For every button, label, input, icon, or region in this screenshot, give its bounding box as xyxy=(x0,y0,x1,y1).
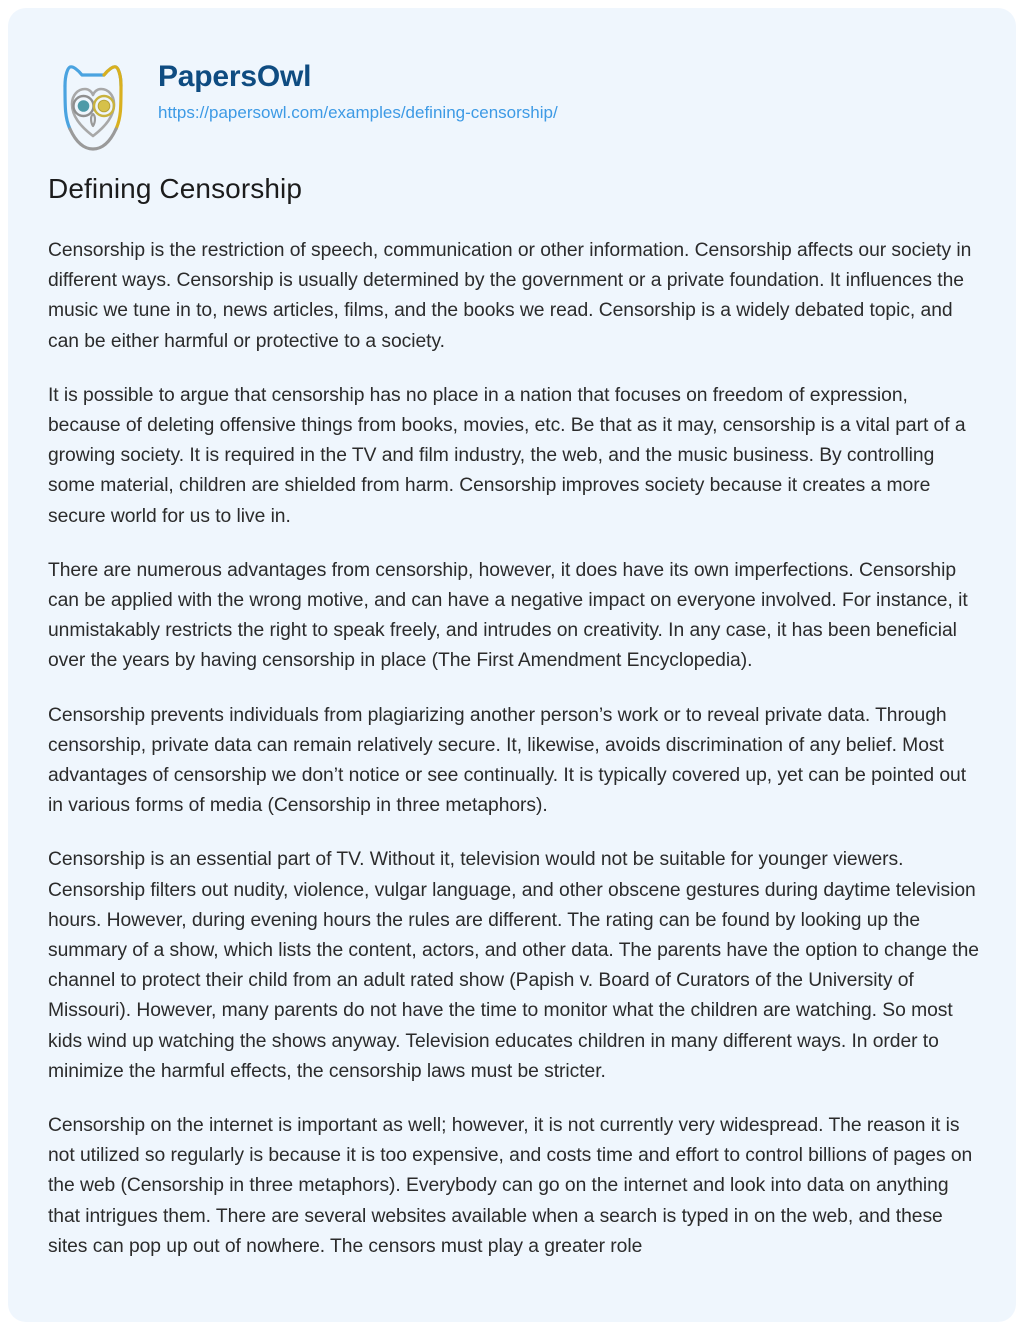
paragraph: Censorship is the restriction of speech, communication or other information. Censorship affects our society in different ways. Censorship is usually determined by the government or a private foundation. It influences the music we tune in to, news articles, films, and the books we read. Censorship is a widely debated topic, and can be either harmful or protective to a society. xyxy=(48,240,972,352)
paragraph: There are numerous advantages from censorship, however, it does have its own imperfections. Censorship can be applied with the wrong motive, and can have a negative impact on everyone involved. For instance, it unmistakably restricts the right to speak freely, and intrudes on creativity. In any case, it has been beneficial over the years by having censorship in place (The First Amendment Encyclopedia). xyxy=(48,559,968,672)
brand-name: PapersOwl xyxy=(158,60,312,93)
paragraph: Censorship is an essential part of TV. Without it, television would not be suitable for younger viewers. Censorship filters out nudity, violence, vulgar language, and other obscene gestures during daytime television hours. However, during evening hours the rules are different. The rating can be found by looking up the summary of a show, which lists the content, actors, and other data. The parents have the option to change the channel to protect their child from an adult rated show (Papish v. Board of Curators of the University of Missouri). However, many parents do not have the time to monitor what the children are watching. So most kids wind up watching the shows anyway. Television educates children in many different ways. In order to minimize the harmful effects, the censorship laws must be stricter. xyxy=(48,849,979,1082)
document-page xyxy=(8,8,1016,1322)
source-url-link[interactable]: https://papersowl.com/examples/defining-censorship/ xyxy=(158,103,558,122)
page-title: Defining Censorship xyxy=(48,173,303,204)
article-body xyxy=(48,236,983,1262)
paragraph: Censorship prevents individuals from plagiarizing another person’s work or to reveal private data. Through censorship, private data can remain relatively secure. It, likewise, avoids discrimination of any belief. Most advantages of censorship we don’t notice or see continually. It is typically covered up, yet can be pointed out in various forms of media (Censorship in three metaphors). xyxy=(48,704,967,817)
brand-block xyxy=(158,60,558,124)
site-header xyxy=(8,46,1016,158)
paragraph: It is possible to argue that censorship has no place in a nation that focuses on freedom of expression, because of deleting offensive things from books, movies, etc. Be that as it may, censorship is a vital part of a growing society. It is required in the TV and film industry, the web, and the music business. By controlling some material, children are shielded from harm. Censorship improves society because it creates a more secure world for us to live in. xyxy=(48,384,966,527)
owl-logo-icon xyxy=(44,56,142,158)
paragraph: Censorship on the internet is important as well; however, it is not currently very widespread. The reason it is not utilized so regularly is because it is too expensive, and costs time and effort to control billions of pages on the web (Censorship in three metaphors). Everybody can go on the internet and look into data on anything that intrigues them. There are several websites available when a search is typed in on the web, and these sites can pop up out of nowhere. The censors must play a greater role xyxy=(48,1115,973,1257)
